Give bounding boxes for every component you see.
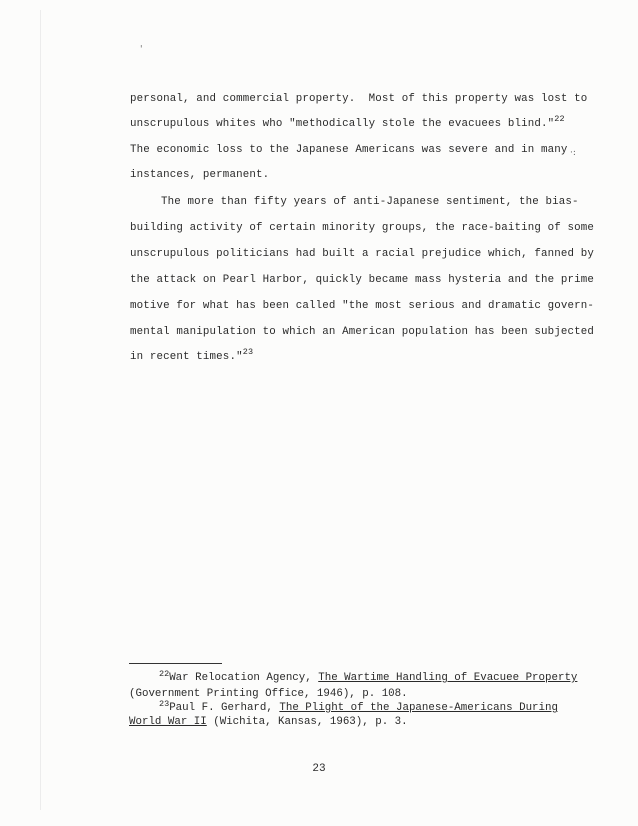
- body-line: in recent times."$^{23}$: [130, 347, 254, 363]
- scan-mark: ': [140, 45, 143, 55]
- scan-mark: ·:: [570, 148, 576, 158]
- footnote-ref: 22: [554, 114, 565, 124]
- footnote-23: $^{23}$Paul F. Gerhard, The Plight of the Japanese-Americans During: [159, 699, 558, 714]
- footnote-number: 23: [159, 699, 170, 709]
- page-number: 23: [312, 763, 326, 775]
- footnote-ref: 23: [242, 347, 254, 357]
- body-line: mental manipulation to which an American population has been subjected: [130, 326, 595, 338]
- body-line: personal, and commercial property. Most of this property was lost to: [130, 93, 588, 105]
- body-line: instances, permanent.: [130, 169, 270, 181]
- page-edge: [40, 10, 41, 810]
- footnote-title: World War II: [129, 716, 207, 728]
- footnote-rule: [129, 663, 222, 664]
- body-line: motive for what has been called "the most serious and dramatic govern-: [130, 300, 595, 312]
- body-line: unscrupulous politicians had built a racial prejudice which, fanned by: [130, 248, 595, 260]
- footnote-title: The Wartime Handling of Evacuee Property: [318, 672, 578, 684]
- body-line: The economic loss to the Japanese Americans was severe and in many: [130, 144, 568, 156]
- body-line: unscrupulous whites who "methodically stole the evacuees blind."$^{22}$: [130, 114, 565, 130]
- body-line: The more than fifty years of anti-Japanese sentiment, the bias-: [161, 196, 579, 208]
- footnote-23-line2: World War II (Wichita, Kansas, 1963), p. 3.: [129, 716, 408, 728]
- footnote-22-line2: (Government Printing Office, 1946), p. 108.: [129, 688, 408, 700]
- footnote-title: The Plight of the Japanese-Americans During: [279, 702, 558, 714]
- footnote-22: $^{22}$War Relocation Agency, The Wartime Handling of Evacuee Property: [159, 669, 578, 684]
- footnote-number: 22: [159, 669, 170, 679]
- body-line: the attack on Pearl Harbor, quickly became mass hysteria and the prime: [130, 274, 595, 286]
- body-line: building activity of certain minority groups, the race-baiting of some: [130, 222, 595, 234]
